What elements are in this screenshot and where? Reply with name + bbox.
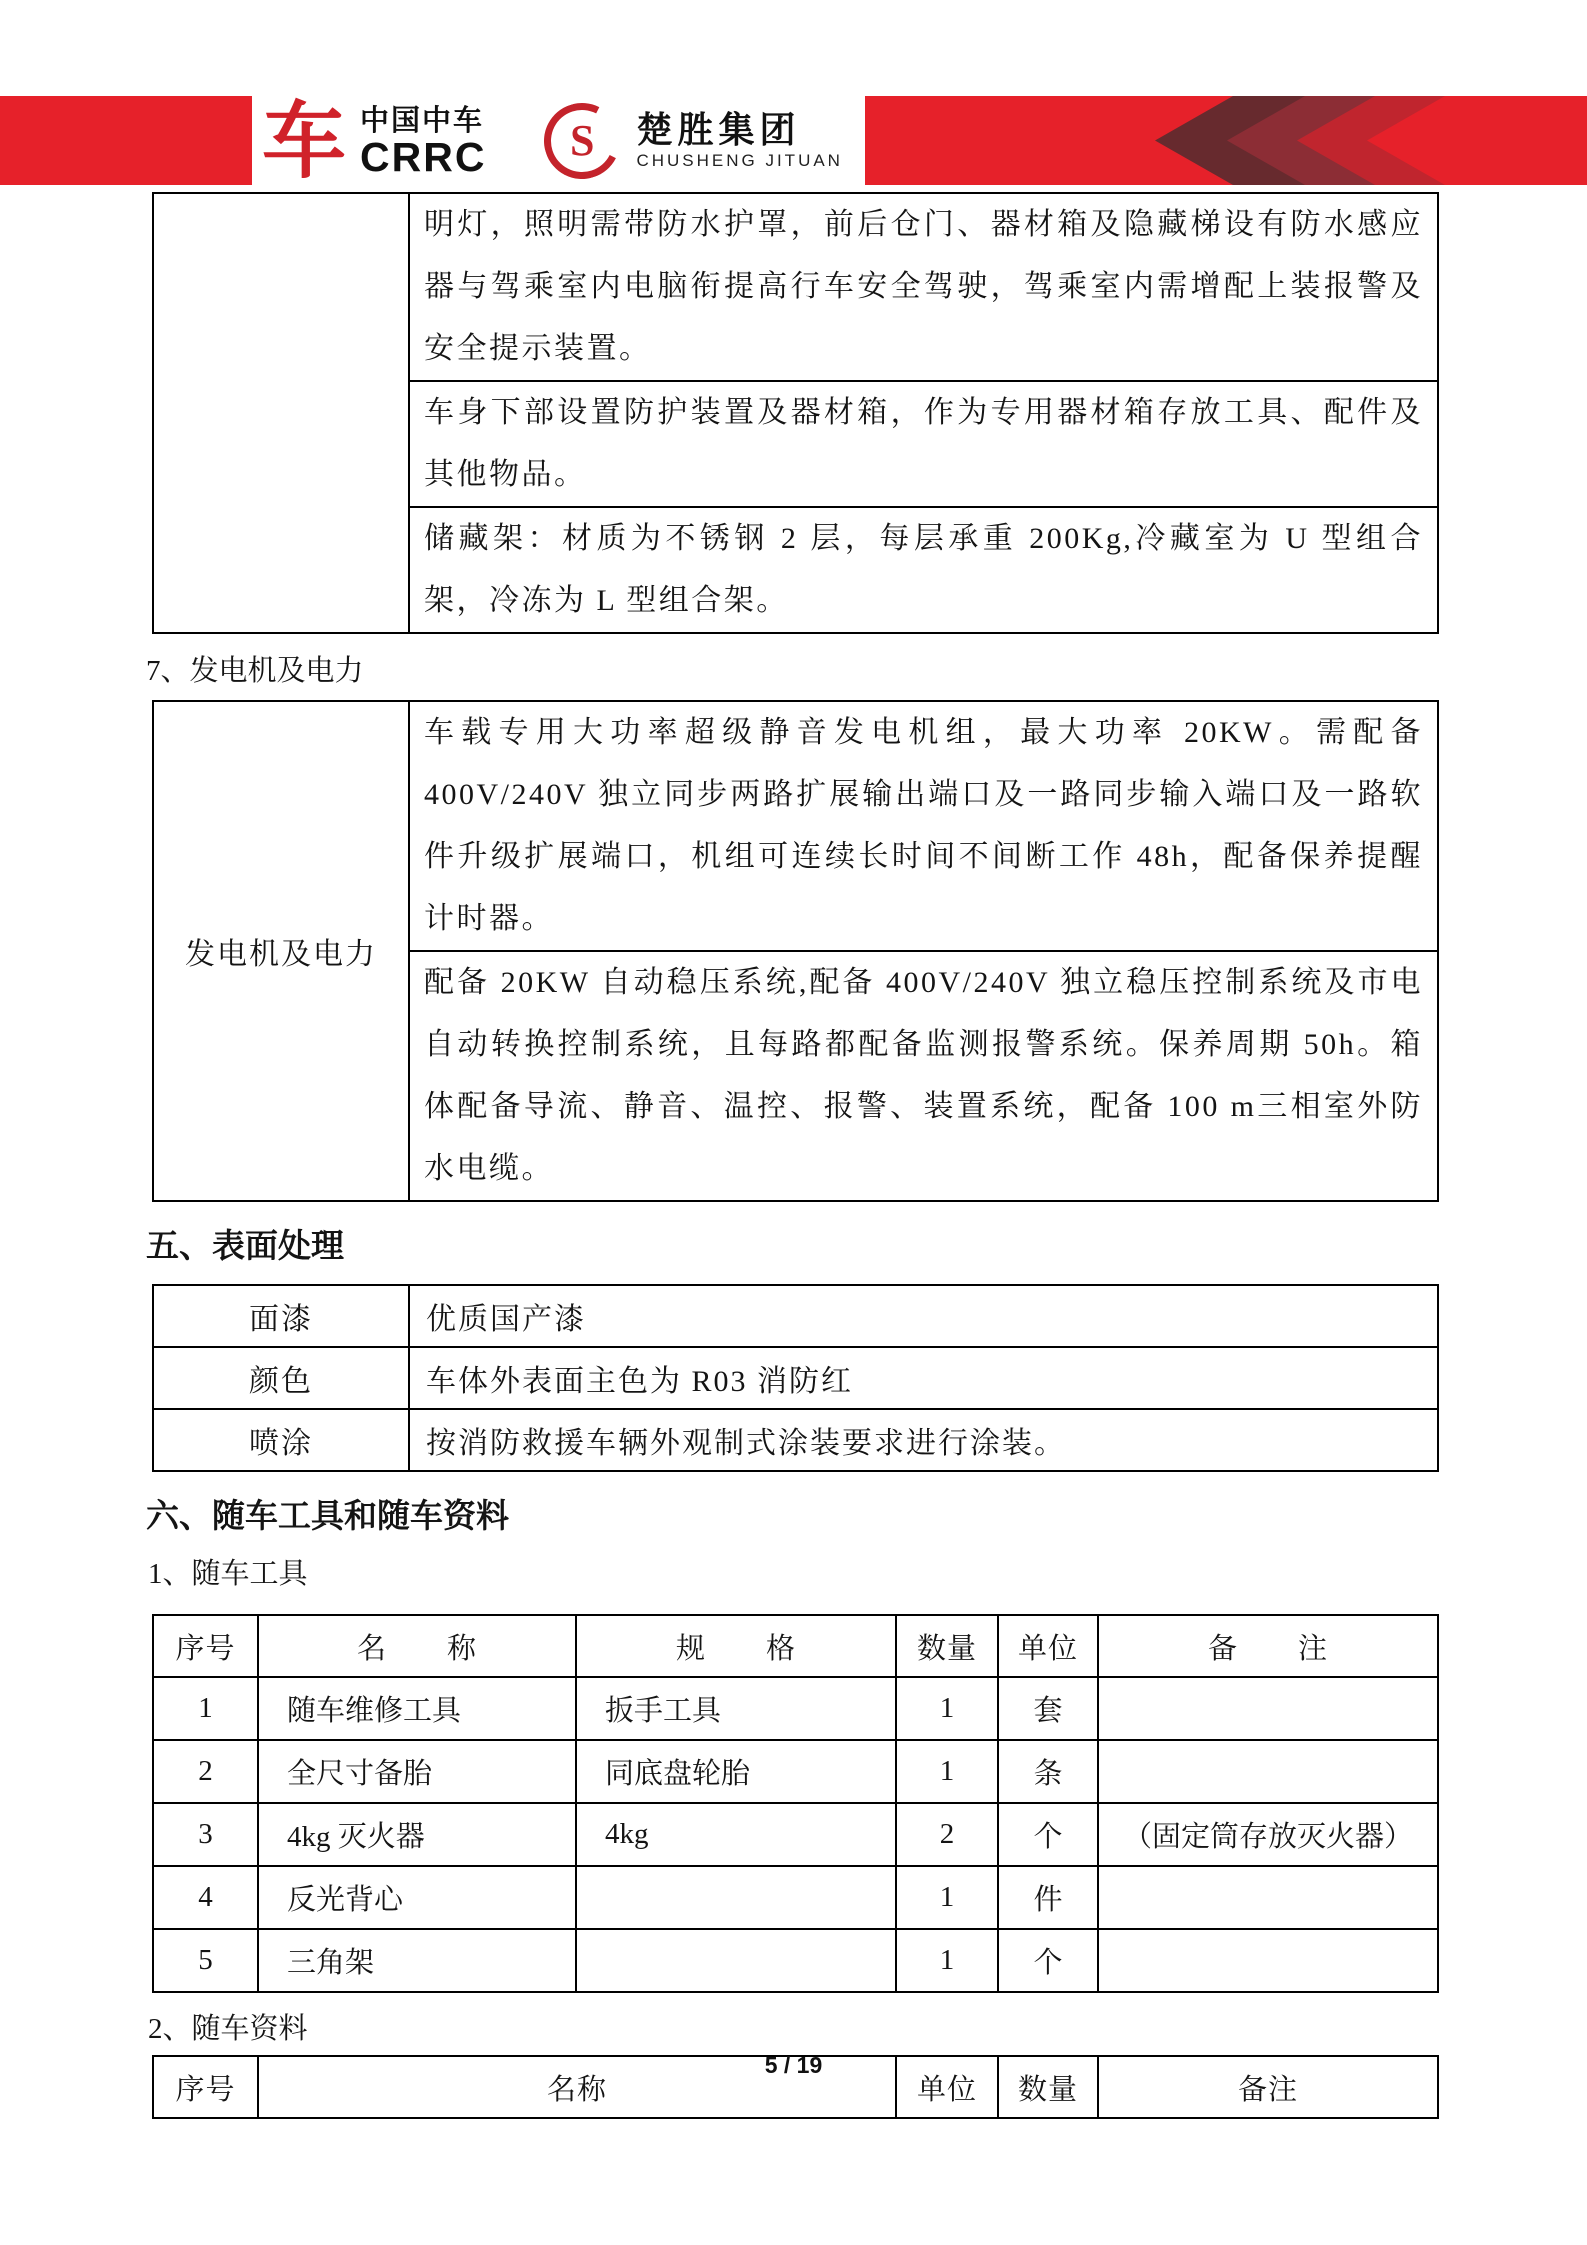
- spec-text-cell: 明灯，照明需带防水护罩，前后仓门、器材箱及隐藏梯设有防水感应器与驾乘室内电脑衔提高行车安全驾驶，驾乘室内需增配上装报警及安全提示装置。: [409, 193, 1438, 381]
- table-cell: 条: [998, 1740, 1098, 1803]
- table-cell: 随车维修工具: [258, 1677, 576, 1740]
- chevron-arrows-icon: [865, 96, 1587, 185]
- table-cell: 套: [998, 1677, 1098, 1740]
- table-cell: 1: [896, 1929, 998, 1992]
- table-cell: 同底盘轮胎: [576, 1740, 896, 1803]
- column-header: 备注: [1098, 2056, 1438, 2118]
- table-cell: [576, 1929, 896, 1992]
- carryover-spec-table: [152, 192, 1439, 634]
- table-cell: [576, 1866, 896, 1929]
- generator-label-cell: 发电机及电力: [153, 701, 409, 1201]
- column-header: 序号: [153, 1615, 258, 1677]
- table-cell: 反光背心: [258, 1866, 576, 1929]
- table-cell: [1098, 1929, 1438, 1992]
- chusheng-logo-icon: S: [535, 93, 631, 189]
- table-cell: [1098, 1866, 1438, 1929]
- table-cell: 个: [998, 1803, 1098, 1866]
- red-bar-left: [0, 96, 252, 185]
- table-cell: 个: [998, 1929, 1098, 1992]
- red-bar-right: [865, 96, 1587, 185]
- column-header: 备 注: [1098, 1615, 1438, 1677]
- table-cell: 5: [153, 1929, 258, 1992]
- section-heading-accessories: 六、随车工具和随车资料: [146, 1499, 509, 1535]
- table-cell: 1: [896, 1677, 998, 1740]
- table-row: [153, 1740, 1438, 1803]
- docs-subheading: 2、随车资料: [148, 2013, 308, 2045]
- spec-text-cell: 车载专用大功率超级静音发电机组，最大功率 20KW。需配备 400V/240V 独立同步两路扩展输出端口及一路同步输入端口及一路软件升级扩展端口，机组可连续长时间不间断工作 48h，配备保养提醒计时器。: [409, 701, 1438, 951]
- table-cell: 件: [998, 1866, 1098, 1929]
- table-cell: （固定筒存放灭火器）: [1098, 1803, 1438, 1866]
- surface-label-cell: 喷涂: [153, 1409, 409, 1471]
- page-number: 5 / 19: [764, 2052, 823, 2078]
- crrc-name-en: CRRC: [360, 134, 487, 180]
- surface-table: [152, 1284, 1439, 1472]
- surface-value-cell: 优质国产漆: [409, 1285, 1438, 1347]
- chusheng-name-cn: 楚胜集团: [636, 109, 801, 150]
- column-header: 规 格: [576, 1615, 896, 1677]
- tools-subheading: 1、随车工具: [148, 1558, 308, 1590]
- table-cell: 1: [896, 1740, 998, 1803]
- column-header: 名称: [258, 2056, 896, 2118]
- table-cell: 2: [896, 1803, 998, 1866]
- column-header: 数量: [998, 2056, 1098, 2118]
- surface-value-cell: 按消防救援车辆外观制式涂装要求进行涂装。: [409, 1409, 1438, 1471]
- table-cell: [1098, 1677, 1438, 1740]
- table-cell: 4: [153, 1866, 258, 1929]
- table-cell: 扳手工具: [576, 1677, 896, 1740]
- surface-label-cell: 面漆: [153, 1285, 409, 1347]
- table-cell: 1: [153, 1677, 258, 1740]
- generator-table: [152, 700, 1439, 1202]
- spec-text-cell: 储藏架：材质为不锈钢 2 层，每层承重 200Kg,冷藏室为 U 型组合架，冷冻为 L 型组合架。: [409, 507, 1438, 633]
- table-cell: 4kg: [576, 1803, 896, 1866]
- tools-header-row: [153, 1615, 1438, 1677]
- table-row: [153, 1677, 1438, 1740]
- column-header: 名 称: [258, 1615, 576, 1677]
- table-cell: 4kg 灭火器: [258, 1803, 576, 1866]
- table-row: [153, 1929, 1438, 1992]
- carryover-label-cell: [153, 193, 409, 633]
- table-cell: [1098, 1740, 1438, 1803]
- table-row: [153, 1866, 1438, 1929]
- table-cell: 2: [153, 1740, 258, 1803]
- column-header: 单位: [896, 2056, 998, 2118]
- column-header: 数量: [896, 1615, 998, 1677]
- section-heading-generator: 7、发电机及电力: [146, 655, 364, 687]
- column-header: 单位: [998, 1615, 1098, 1677]
- section-heading-surface: 五、表面处理: [146, 1229, 344, 1265]
- spec-text-cell: 车身下部设置防护装置及器材箱，作为专用器材箱存放工具、配件及其他物品。: [409, 381, 1438, 507]
- surface-label-cell: 颜色: [153, 1347, 409, 1409]
- table-cell: 三角架: [258, 1929, 576, 1992]
- chusheng-name-en: CHUSHENG JITUAN: [636, 151, 843, 170]
- crrc-logo-icon: 车: [262, 94, 347, 188]
- spec-text-cell: 配备 20KW 自动稳压系统,配备 400V/240V 独立稳压控制系统及市电自动转换控制系统，且每路都配备监测报警系统。保养周期 50h。箱体配备导流、静音、温控、报警、装置系统，配备 100 m三相室外防水电缆。: [409, 951, 1438, 1201]
- table-cell: 3: [153, 1803, 258, 1866]
- table-row: [153, 1803, 1438, 1866]
- table-cell: 1: [896, 1866, 998, 1929]
- page-header: [0, 0, 1587, 192]
- tools-table: [152, 1614, 1439, 1993]
- crrc-logo: [262, 94, 487, 188]
- logo-group: [262, 96, 843, 186]
- table-cell: 全尺寸备胎: [258, 1740, 576, 1803]
- surface-value-cell: 车体外表面主色为 R03 消防红: [409, 1347, 1438, 1409]
- column-header: 序号: [153, 2056, 258, 2118]
- crrc-name-cn: 中国中车: [360, 105, 485, 137]
- page-content: [146, 192, 1437, 2119]
- chusheng-logo: [544, 103, 843, 179]
